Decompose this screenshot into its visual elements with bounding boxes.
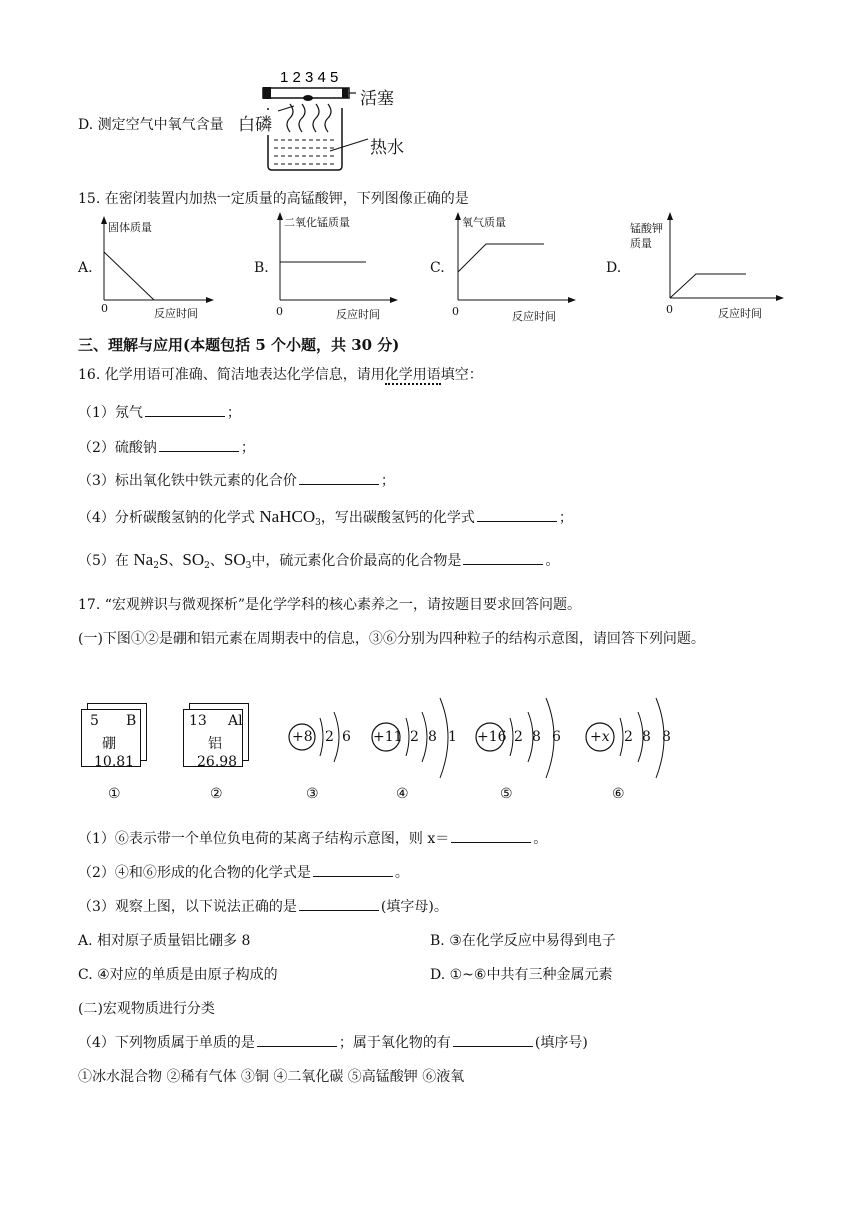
graph-d-ylabel-line1: 锰酸钾 (630, 222, 663, 235)
q16-part-2: （2）硫酸钠 ； (78, 440, 255, 456)
atom-6-shell-3: 8 (662, 729, 671, 745)
tag-1: ① (108, 786, 121, 802)
q16-part-1: （1）氖气 ； (78, 405, 241, 421)
boron-mass: 10.81 (94, 754, 135, 770)
atom-6-shell-2: 8 (642, 729, 651, 745)
q17-option-b[interactable]: B. ③在化学反应中易得到电子 (430, 933, 616, 949)
graph-c-ylabel: 氧气质量 (462, 216, 506, 229)
scale-numbers: 1 2 3 4 5 (280, 69, 339, 86)
graph-d-ylabel-line2: 质量 (630, 237, 652, 250)
atom-3-shell-1: 2 (325, 729, 334, 745)
q17-part-2-heading: (二)宏观物质进行分类 (78, 1001, 215, 1017)
boron-number: 5 (90, 713, 99, 729)
tag-4: ④ (396, 786, 409, 802)
answer-blank[interactable] (299, 898, 379, 911)
atom-6-shell-1: 2 (624, 729, 633, 745)
q16-part-5: （5）在 $Na_2S$、$SO_2$、$SO_3$中，硫元素化合价最高的化合物是 。 (78, 550, 560, 571)
graph-a-ylabel: 固体质量 (108, 221, 152, 234)
aluminum-mass: 26.98 (197, 754, 238, 770)
aluminum-number: 13 (189, 713, 207, 729)
atom-6-nucleus: +x (590, 729, 610, 745)
tag-2: ② (210, 786, 223, 802)
section-3-heading: 三、理解与应用(本题包括 5 个小题，共 30 分) (78, 336, 400, 354)
q15-option-a-letter: A. (78, 260, 93, 276)
q17-stem: 17. “宏观辨识与微观探析”是化学学科的核心素养之一，请按题目要求回答问题。 (78, 597, 582, 613)
aluminum-name: 铝 (208, 736, 222, 752)
aluminum-symbol: Al (228, 713, 243, 729)
q17-sub-2: （2）④和⑥形成的化合物的化学式是 。 (78, 865, 409, 881)
graph-b-xlabel: 反应时间 (336, 308, 380, 321)
answer-blank[interactable] (451, 830, 531, 843)
atom-5-nucleus: +16 (477, 729, 507, 745)
q15-graph-d (660, 212, 790, 312)
q17-substance-list: ①冰水混合物 ②稀有气体 ③铜 ④二氧化碳 ⑤高锰酸钾 ⑥液氧 (78, 1069, 465, 1085)
q15-option-d-letter: D. (606, 260, 622, 276)
q16-part-4: （4）分析碳酸氢钠的化学式 NaHCO$_3$，写出碳酸氢钙的化学式 ； (78, 507, 573, 528)
atom-3-nucleus: +8 (292, 729, 313, 745)
boron-symbol: B (126, 713, 137, 729)
graph-c-xlabel: 反应时间 (512, 310, 556, 323)
q17-option-a[interactable]: A. 相对原子质量铝比硼多 8 (78, 933, 251, 949)
q16-stem: 16. 化学用语可准确、简洁地表达化学信息，请用化学用语填空： (78, 367, 483, 383)
atom-3-shell-2: 6 (342, 729, 351, 745)
answer-blank[interactable] (145, 404, 225, 417)
q17-option-c[interactable]: C. ④对应的单质是由原子构成的 (78, 967, 278, 983)
answer-blank[interactable] (257, 1034, 337, 1047)
q17-sub-1: （1）⑥表示带一个单位负电荷的某离子结构示意图，则 x＝ 。 (78, 831, 548, 847)
q14-option-d: D. 测定空气中氧气含量 (78, 117, 224, 133)
q15-option-c-letter: C. (430, 260, 445, 276)
q17-option-d[interactable]: D. ①~⑥中共有三种金属元素 (430, 967, 613, 983)
q17-part-1-intro: (一)下图①②是硼和铝元素在周期表中的信息，③⑥分别为四种粒子的结构示意图，请回答下列问题。 (78, 631, 705, 647)
boron-name: 硼 (102, 736, 116, 752)
graph-b-origin: 0 (276, 305, 283, 318)
graph-b-ylabel: 二氧化锰质量 (284, 216, 350, 229)
q15-option-b-letter: B. (254, 260, 269, 276)
q17-sub-3: （3）观察上图，以下说法正确的是 (填字母)。 (78, 899, 448, 915)
atom-4-shell-1: 2 (410, 729, 419, 745)
atom-4-nucleus: +11 (373, 729, 403, 745)
atom-5-shell-2: 8 (532, 729, 541, 745)
atom-5-shell-1: 2 (514, 729, 523, 745)
answer-blank[interactable] (313, 864, 393, 877)
answer-blank[interactable] (463, 552, 543, 565)
tag-5: ⑤ (500, 786, 513, 802)
answer-blank[interactable] (477, 509, 557, 522)
answer-blank[interactable] (453, 1034, 533, 1047)
q16-part-3: （3）标出氧化铁中铁元素的化合价 ； (78, 473, 395, 489)
hot-water-label: 热水 (370, 138, 404, 158)
tag-6: ⑥ (612, 786, 625, 802)
atom-4-shell-3: 1 (448, 729, 457, 745)
white-phosphorus-label: 白磷 (238, 110, 272, 135)
piston-label: 活塞 (360, 89, 394, 109)
graph-c-origin: 0 (452, 305, 459, 318)
graph-d-xlabel: 反应时间 (718, 307, 762, 320)
emphasis-text: 化学用语 (384, 367, 441, 383)
q17-sub-4: （4）下列物质属于单质的是 ；属于氧化物的有 (填序号) (78, 1035, 588, 1051)
tag-3: ③ (306, 786, 319, 802)
graph-a-origin: 0 (101, 302, 108, 315)
answer-blank[interactable] (159, 439, 239, 452)
answer-blank[interactable] (299, 472, 379, 485)
q15-stem: 15. 在密闭装置内加热一定质量的高锰酸钾，下列图像正确的是 (78, 191, 469, 207)
graph-a-xlabel: 反应时间 (154, 307, 198, 320)
atom-4-shell-2: 8 (428, 729, 437, 745)
graph-d-origin: 0 (666, 303, 673, 316)
atom-5-shell-3: 6 (552, 729, 561, 745)
